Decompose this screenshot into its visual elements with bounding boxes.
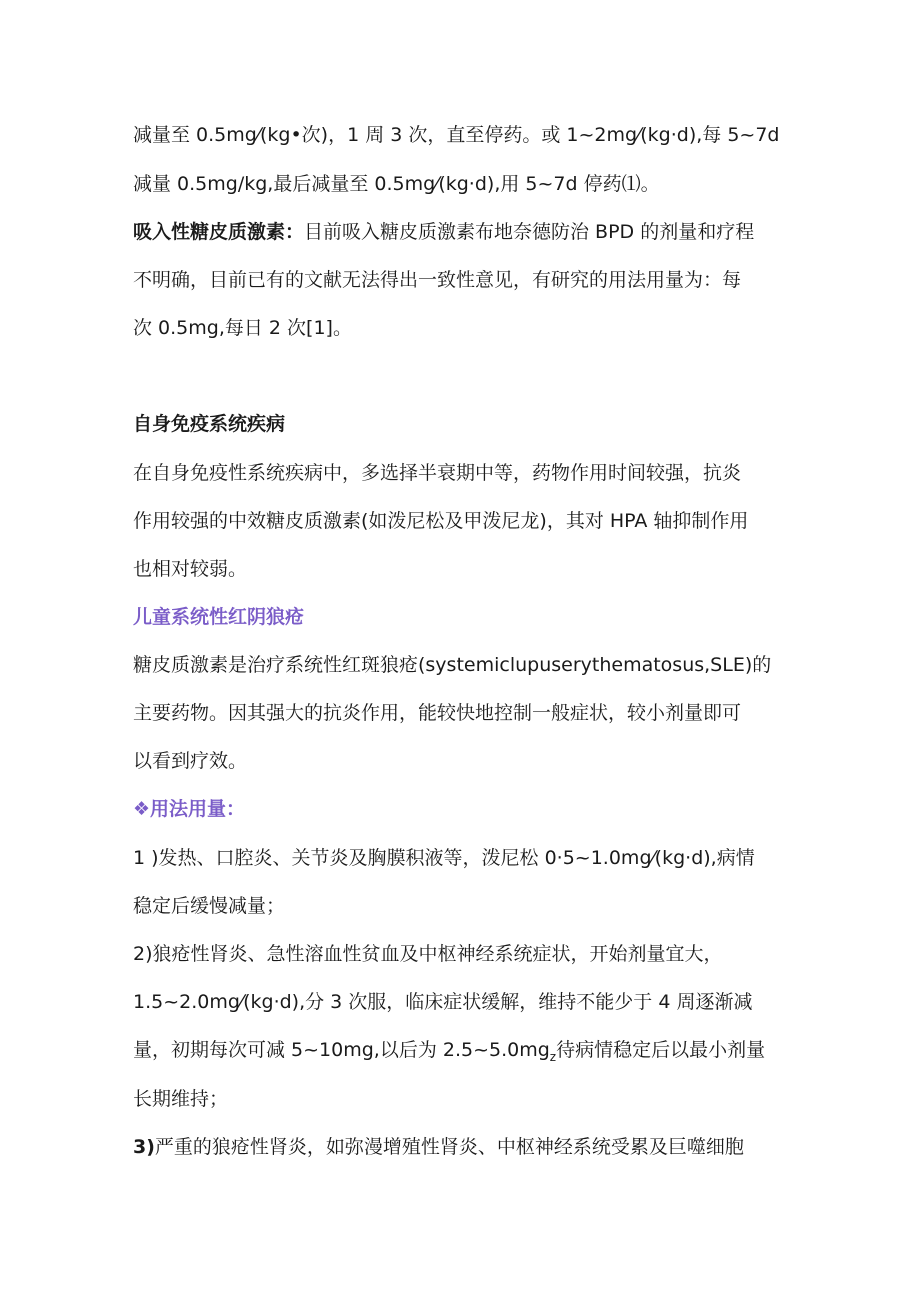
text-line: 在自身免疫性系统疾病中，多选择半衰期中等，药物作用时间较强，抗炎 — [133, 462, 742, 484]
list-item-1: 1 )发热、口腔炎、关节炎及胸膜积液等，泼尼松 0·5~1.0mg⁄(kg·d),病情 — [133, 847, 755, 869]
text-line: 主要药物。因其强大的抗炎作用，能较快地控制一般症状，较小剂量即可 — [133, 702, 742, 724]
text-line: 1.5~2.0mg⁄(kg·d),分 3 次服，临床症状缓解，维持不能少于 4 周逐渐减 — [133, 991, 753, 1013]
text-line: 不明确，目前已有的文献无法得出一致性意见，有研究的用法用量为：每 — [133, 269, 742, 291]
text-line: 次 0.5mg,每日 2 次[1]。 — [133, 317, 352, 339]
text-line: 减量 0.5mg/kg,最后减量至 0.5mg⁄(kg·d),用 5~7d 停药⑴。 — [133, 173, 660, 195]
text-fragment: 严重的狼疮性肾炎，如弥漫增殖性肾炎、中枢神经系统受累及巨噬细胞 — [154, 1136, 744, 1158]
text-fragment: 待病情稳定后以最小剂量 — [556, 1039, 766, 1061]
inhaled-steroid-label: 吸入性糖皮质激素： — [133, 221, 305, 243]
text-line: 也相对较弱。 — [133, 558, 248, 580]
text-fragment: 量，初期每次可减 5~10mg,以后为 2.5~5.0mg — [133, 1039, 550, 1061]
section-heading-sle: 儿童系统性红阴狼疮 — [133, 606, 305, 628]
text-line: 目前吸入糖皮质激素布地奈德防治 BPD 的剂量和疗程 — [304, 221, 755, 243]
list-item-3 — [133, 1134, 744, 1160]
inhaled-steroid-paragraph — [133, 219, 754, 245]
text-line: 以看到疗效。 — [133, 750, 248, 772]
text-line: 长期维持； — [133, 1088, 229, 1110]
text-line: 作用较强的中效糖皮质激素(如泼尼松及甲泼尼龙)，其对 HPA 轴抑制作用 — [133, 510, 749, 532]
text-line: 减量至 0.5mg⁄(kg•次)，1 周 3 次，直至停药。或 1~2mg⁄(kg·d),每 5~7d — [133, 124, 780, 146]
text-line: 稳定后缓慢减量； — [133, 895, 286, 917]
list-item-2: 2)狼疮性肾炎、急性溶血性贫血及中枢神经系统症状，开始剂量宜大， — [133, 943, 723, 965]
subscript: z — [549, 1049, 557, 1064]
section-heading-usage: ❖用法用量： — [133, 798, 246, 820]
text-line — [133, 1037, 765, 1070]
text-line: 糖皮质激素是治疗系统性红斑狼疮(systemiclupuserythematosus,SLE)的 — [133, 654, 772, 676]
list-number: 3) — [133, 1136, 155, 1158]
section-heading-autoimmune: 自身免疫系统疾病 — [133, 413, 286, 435]
